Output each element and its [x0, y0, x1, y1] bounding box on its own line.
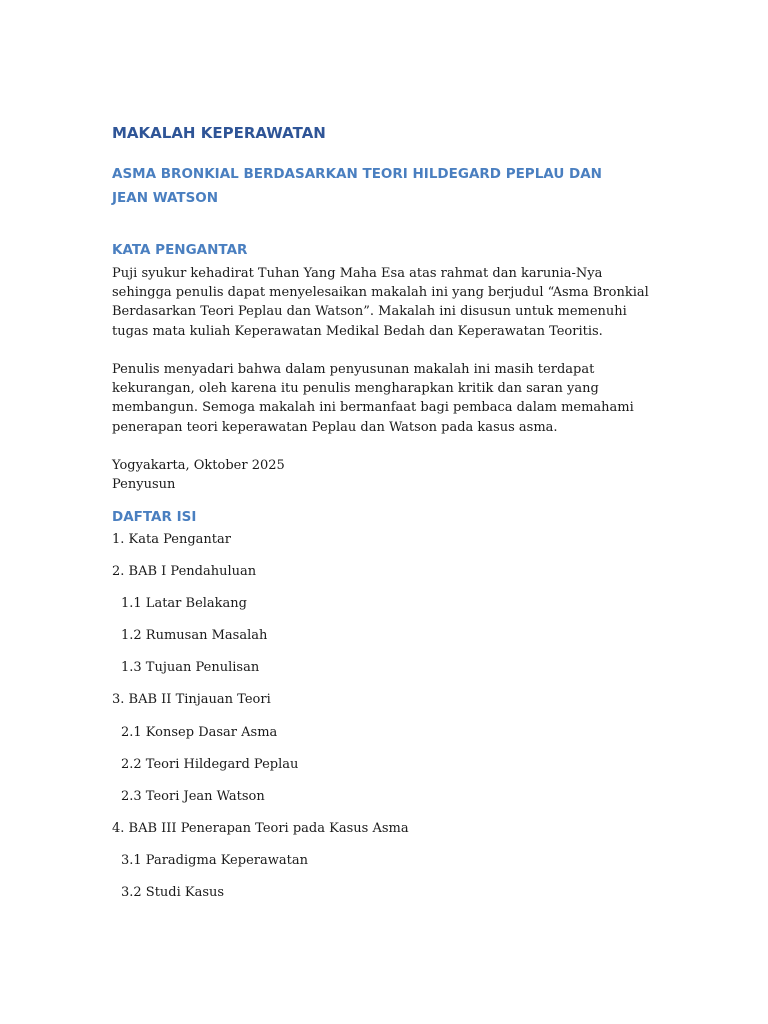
foreword-paragraph-2: Penulis menyadari bahwa dalam penyusunan makalah ini masih terdapat kekurangan, oleh karena itu penulis mengharapkan kritik dan saran yang membangun. Semoga makalah ini bermanfaat bagi pembaca dalam memahami penerapan teori keperawatan Peplau dan Watson pada kasus asma. — [112, 362, 634, 435]
toc-item: 1.2 Rumusan Masalah — [121, 628, 268, 644]
toc-item: 1.3 Tujuan Penulisan — [121, 660, 260, 676]
toc-item: 3. BAB II Tinjauan Teori — [112, 692, 271, 708]
toc-item: 2.2 Teori Hildegard Peplau — [121, 756, 299, 772]
foreword-heading: KATA PENGANTAR — [112, 242, 248, 258]
toc-item: 1.1 Latar Belakang — [121, 596, 247, 612]
toc-heading: DAFTAR ISI — [112, 509, 197, 525]
toc-item: 1. Kata Pengantar — [112, 532, 231, 547]
toc-item: 3.2 Studi Kasus — [121, 885, 225, 901]
toc-item: 2.1 Konsep Dasar Asma — [121, 724, 278, 740]
document-title: MAKALAH KEPERAWATAN — [112, 124, 326, 142]
foreword-author: Penyusun — [112, 477, 176, 492]
toc-item: 4. BAB III Penerapan Teori pada Kasus Asma — [112, 820, 409, 836]
toc-item: 3.1 Paradigma Keperawatan — [121, 852, 308, 868]
table-of-contents — [112, 530, 409, 915]
toc-item: 2. BAB I Pendahuluan — [112, 564, 257, 580]
foreword-place-date: Yogyakarta, Oktober 2025 — [112, 458, 285, 473]
toc-item: 2.3 Teori Jean Watson — [121, 788, 265, 804]
document-subtitle: ASMA BRONKIAL BERDASARKAN TEORI HILDEGARD PEPLAU DAN JEAN WATSON — [112, 166, 602, 206]
foreword-paragraph-1: Puji syukur kehadirat Tuhan Yang Maha Esa atas rahmat dan karunia-Nya sehingga penulis dapat menyelesaikan makalah ini yang berjudul “Asma Bronkial Berdasarkan Teori Peplau dan Watson”. Makalah ini disusun untuk memenuhi tugas mata kuliah Keperawatan Medikal Bedah dan Keperawatan Teoritis. — [112, 266, 649, 339]
